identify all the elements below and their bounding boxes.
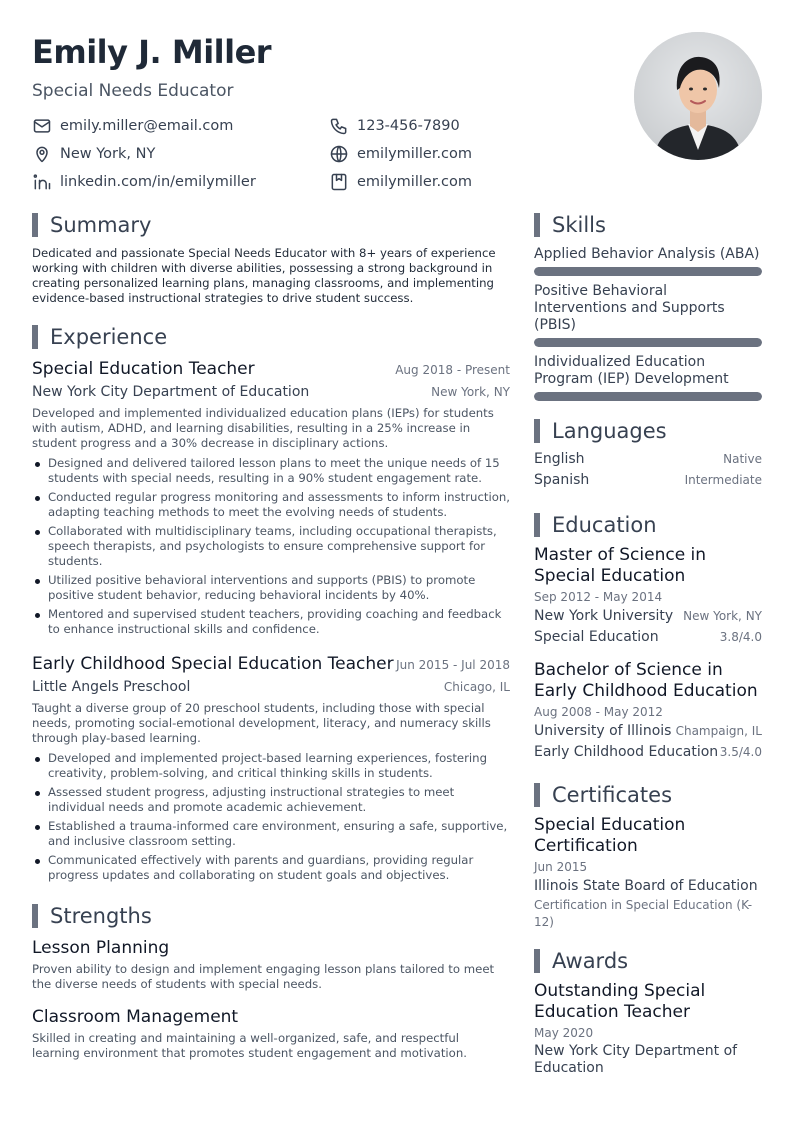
strength-item: [32, 1006, 510, 1061]
section-accent-bar: [534, 419, 540, 443]
section-accent-bar: [32, 213, 38, 237]
language-item: [534, 472, 762, 493]
certificate-detail: Certification in Special Education (K-12): [534, 898, 753, 929]
candidate-name: Emily J. Miller: [32, 33, 272, 71]
job-bullets: [32, 456, 510, 637]
job-entry: [32, 358, 510, 637]
contact-location: [32, 143, 329, 165]
contact-location-text: New York, NY: [60, 146, 156, 162]
contact-portfolio-text: emilymiller.com: [357, 174, 473, 190]
job-dates: Aug 2018 - Present: [395, 363, 510, 377]
language-name: English: [534, 451, 585, 467]
languages-heading: [534, 418, 762, 444]
award-date: May 2020: [534, 1026, 594, 1040]
job-description: Taught a diverse group of 20 preschool students, including those with special needs, promoting social-emotional development, literacy, and numeracy skills through play-based learning.: [32, 701, 491, 745]
bookmark-icon: [329, 172, 349, 192]
school-name: University of Illinois: [534, 723, 672, 739]
section-accent-bar: [32, 904, 38, 928]
skills-heading: [534, 212, 762, 238]
skill-level-fill: [534, 392, 762, 401]
contact-linkedin[interactable]: [32, 171, 329, 193]
certificate-item: [534, 815, 762, 931]
award-item: [534, 981, 762, 1077]
experience-heading: [32, 324, 510, 350]
strengths-heading: [32, 903, 510, 929]
linkedin-icon: [32, 172, 52, 192]
contact-email-text: emily.miller@email.com: [60, 118, 234, 134]
skills-heading-text: Skills: [552, 213, 606, 237]
section-accent-bar: [534, 513, 540, 537]
school-location: Champaign, IL: [675, 724, 762, 738]
job-description: Developed and implemented individualized education plans (IEPs) for students with autism, ADHD, and learning disabilities, resulting in a 25% increase in student progress and a 30% decrease in disciplinary actions.: [32, 406, 494, 450]
gpa: 3.8/4.0: [719, 630, 762, 644]
job-bullet: Mentored and supervised student teachers, providing coaching and feedback to enhance instructional skills and confidence.: [32, 607, 510, 637]
education-heading-text: Education: [552, 513, 657, 537]
profile-photo-illustration: [634, 32, 762, 160]
skill-name: Individualized Education Program (IEP) Development: [534, 354, 729, 387]
school-name: New York University: [534, 608, 674, 624]
skill-name: Applied Behavior Analysis (ABA): [534, 246, 760, 262]
job-location: Chicago, IL: [443, 680, 510, 694]
skill-level-bar: [534, 392, 762, 401]
language-level: Intermediate: [684, 473, 762, 487]
section-accent-bar: [534, 213, 540, 237]
certificate-issuer: Illinois State Board of Education: [534, 878, 758, 894]
field-of-study: Early Childhood Education: [534, 744, 719, 760]
job-bullet: Established a trauma-informed care environment, ensuring a safe, supportive, and inclusive classroom setting.: [32, 819, 510, 849]
award-issuer: New York City Department of Education: [534, 1043, 738, 1076]
skill-item: [534, 354, 762, 401]
experience-heading-text: Experience: [50, 325, 168, 349]
skill-item: [534, 246, 762, 276]
job-dates: Jun 2015 - Jul 2018: [396, 658, 510, 672]
language-list: [534, 451, 762, 493]
strength-text: Proven ability to design and implement engaging lesson plans tailored to meet the diverse needs of students with special needs.: [32, 962, 495, 991]
contact-website-text: emilymiller.com: [357, 146, 473, 162]
right-column: [534, 212, 762, 1077]
contact-portfolio[interactable]: [329, 171, 589, 193]
summary-text: Dedicated and passionate Special Needs Educator with 8+ years of experience working with children with diverse abilities, possessing a strong background in creating personalized learning plans, managing classrooms, and implementing evidence-based instructional strategies to drive student success.: [32, 246, 496, 305]
mail-icon: [32, 116, 52, 136]
job-title: Early Childhood Special Education Teacher: [32, 654, 394, 674]
contact-email[interactable]: [32, 115, 329, 137]
profile-photo: [634, 32, 762, 160]
section-accent-bar: [32, 325, 38, 349]
awards-heading-text: Awards: [552, 949, 629, 973]
strengths-heading-text: Strengths: [50, 904, 152, 928]
degree-title: Master of Science in Special Education: [534, 545, 707, 586]
strength-title: Classroom Management: [32, 1007, 239, 1027]
candidate-role: Special Needs Educator: [32, 81, 234, 101]
language-level: Native: [723, 452, 762, 466]
gpa: 3.5/4.0: [719, 745, 762, 759]
job-company: New York City Department of Education: [32, 384, 310, 400]
job-bullet: Designed and delivered tailored lesson plans to meet the unique needs of 15 students with special needs, resulting in a 90% student engagement rate.: [32, 456, 510, 486]
contact-phone[interactable]: [329, 115, 589, 137]
skill-level-bar: [534, 267, 762, 276]
skill-name: Positive Behavioral Interventions and Supports (PBIS): [534, 283, 725, 333]
resume-header: [32, 32, 592, 193]
contact-linkedin-text: linkedin.com/in/emilymiller: [60, 174, 256, 190]
strength-item: [32, 937, 510, 992]
section-accent-bar: [534, 949, 540, 973]
job-bullet: Conducted regular progress monitoring and assessments to inform instruction, adapting teaching methods to meet the evolving needs of students.: [32, 490, 510, 520]
language-name: Spanish: [534, 472, 590, 488]
award-title: Outstanding Special Education Teacher: [534, 981, 706, 1022]
location-pin-icon: [32, 144, 52, 164]
certificate-date: Jun 2015: [534, 860, 588, 874]
degree-title: Bachelor of Science in Early Childhood Education: [534, 660, 758, 701]
skill-level-fill: [534, 267, 762, 276]
globe-icon: [329, 144, 349, 164]
skill-item: [534, 283, 762, 347]
education-dates: Aug 2008 - May 2012: [534, 705, 663, 719]
job-bullet: Assessed student progress, adjusting instructional strategies to meet individual needs and promote academic achievement.: [32, 785, 510, 815]
job-title: Special Education Teacher: [32, 359, 255, 379]
job-bullet: Communicated effectively with parents and guardians, providing regular progress updates and collaborating on student goals and objectives.: [32, 853, 510, 883]
job-location: New York, NY: [431, 385, 510, 399]
left-column: [32, 212, 510, 1061]
job-bullet: Utilized positive behavioral interventions and supports (PBIS) to promote positive student behavior, reducing behavioral incidents by 40%.: [32, 573, 510, 603]
job-bullets: [32, 751, 510, 883]
strength-text: Skilled in creating and maintaining a well-organized, safe, and respectful learning environment that promotes student engagement and motivation.: [32, 1031, 467, 1060]
contact-website[interactable]: [329, 143, 589, 165]
job-entry: [32, 653, 510, 883]
job-company: Little Angels Preschool: [32, 679, 191, 695]
strength-title: Lesson Planning: [32, 938, 170, 958]
education-item: [534, 660, 762, 763]
certificates-heading: [534, 782, 762, 808]
awards-heading: [534, 948, 762, 974]
education-item: [534, 545, 762, 648]
education-dates: Sep 2012 - May 2014: [534, 590, 663, 604]
language-item: [534, 451, 762, 472]
job-bullet: Developed and implemented project-based learning experiences, fostering creativity, problem-solving, and critical thinking skills in students.: [32, 751, 510, 781]
contact-phone-text: 123-456-7890: [357, 118, 460, 134]
certificate-title: Special Education Certification: [534, 815, 686, 856]
job-bullet: Collaborated with multidisciplinary teams, including occupational therapists, speech therapists, and psychologists to ensure comprehensive support for students.: [32, 524, 510, 569]
education-heading: [534, 512, 762, 538]
school-location: New York, NY: [683, 609, 762, 623]
languages-heading-text: Languages: [552, 419, 667, 443]
section-accent-bar: [534, 783, 540, 807]
summary-heading-text: Summary: [50, 213, 152, 237]
field-of-study: Special Education: [534, 629, 659, 645]
contact-list: [32, 115, 592, 193]
skill-level-bar: [534, 338, 762, 347]
certificates-heading-text: Certificates: [552, 783, 673, 807]
summary-heading: [32, 212, 510, 238]
phone-icon: [329, 116, 349, 136]
skill-level-fill: [534, 338, 762, 347]
